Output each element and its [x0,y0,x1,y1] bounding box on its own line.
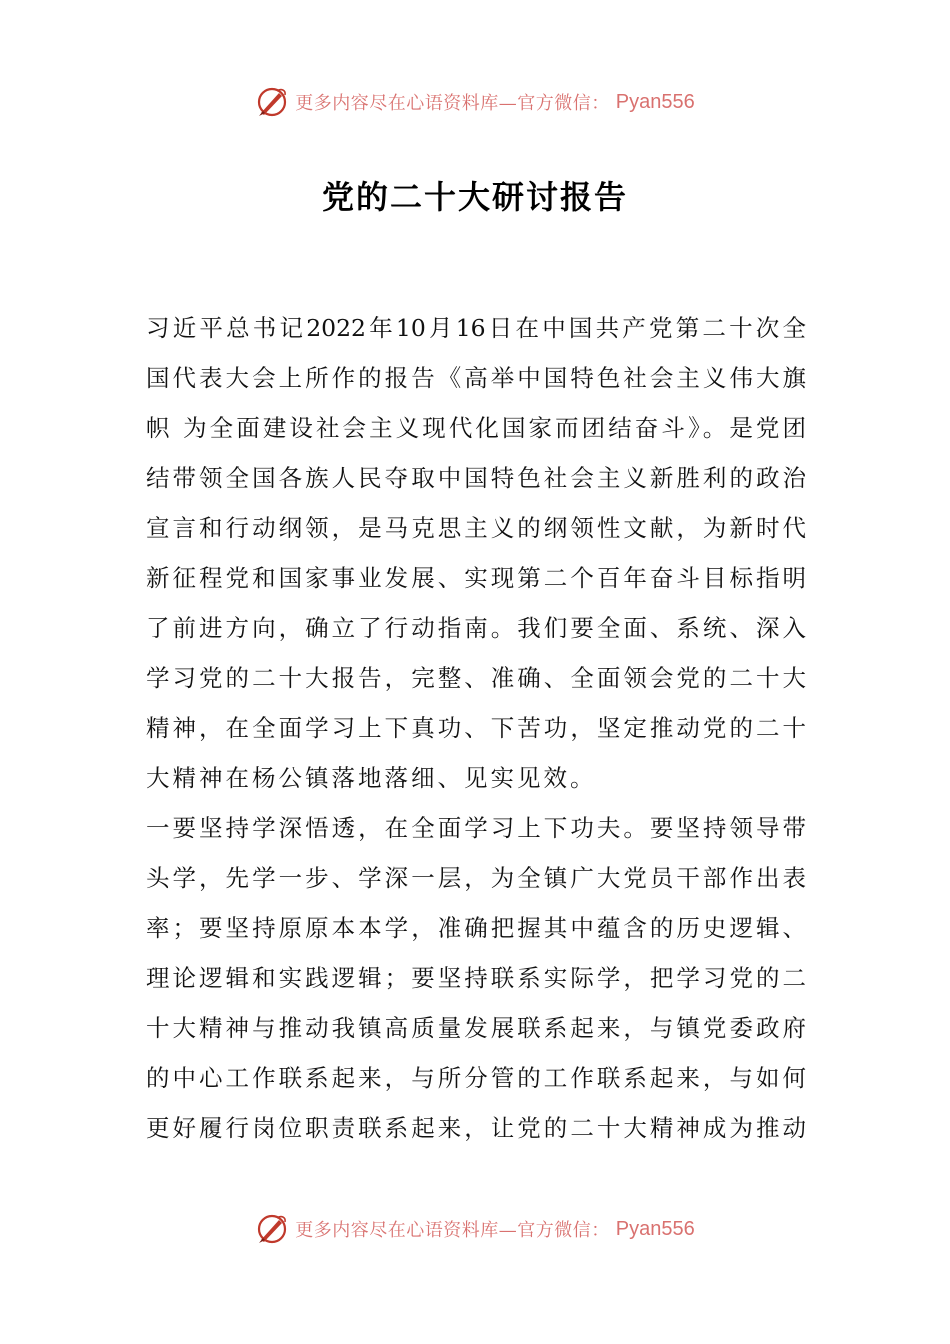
text-line: 率；要坚持原原本本学，准确把握其中蕴含的历史逻辑、 [146,914,806,942]
document-title: 党的二十大研讨报告 [321,178,628,216]
watermark-text: 更多内容尽在心语资料库—官方微信： [295,93,610,114]
text-line: 宣言和行动纲领，是马克思主义的纲领性文献，为新时代 [146,514,806,542]
watermark-wechat-id: Pyan556 [615,90,695,113]
text-line: 学习党的二十大报告，完整、准确、全面领会党的二十大 [146,664,806,692]
text-line: 的中心工作联系起来，与所分管的工作联系起来，与如何 [146,1064,806,1092]
text-line: 头学，先学一步、学深一层，为全镇广大党员干部作出表 [146,864,806,892]
text-line: 大精神在杨公镇落地落细、见实见效。 [146,764,597,792]
text-line: 更好履行岗位职责联系起来，让党的二十大精神成为推动 [146,1114,806,1142]
pen-logo-icon [255,1212,289,1246]
text-line: 十大精神与推动我镇高质量发展联系起来，与镇党委政府 [146,1014,806,1042]
text-line: 结带领全国各族人民夺取中国特色社会主义新胜利的政治 [146,464,806,492]
text-line: 国代表大会上所作的报告《高举中国特色社会主义伟大旗 [146,364,806,392]
text-line: 精神，在全面学习上下真功、下苦功，坚定推动党的二十 [146,714,806,742]
pen-logo-icon [255,85,289,119]
text-line: 一要坚持学深悟透，在全面学习上下功夫。要坚持领导带 [146,814,806,842]
text-line: 帜 为全面建设社会主义现代化国家而团结奋斗》。是党团 [146,414,806,442]
text-line: 习近平总书记2022年10月16日在中国共产党第二十次全 [146,314,806,342]
watermark-banner-bottom [0,1209,950,1249]
text-line: 新征程党和国家事业发展、实现第二个百年奋斗目标指明 [146,564,806,592]
watermark-banner-top [0,82,950,122]
watermark-text: 更多内容尽在心语资料库—官方微信： [295,1220,610,1241]
paragraph-2 [146,803,806,1153]
document-body [146,303,806,1153]
watermark-wechat-id: Pyan556 [615,1217,695,1240]
text-line: 了前进方向，确立了行动指南。我们要全面、系统、深入 [146,614,806,642]
text-line: 理论逻辑和实践逻辑；要坚持联系实际学，把学习党的二 [146,964,806,992]
paragraph-1 [146,303,806,803]
